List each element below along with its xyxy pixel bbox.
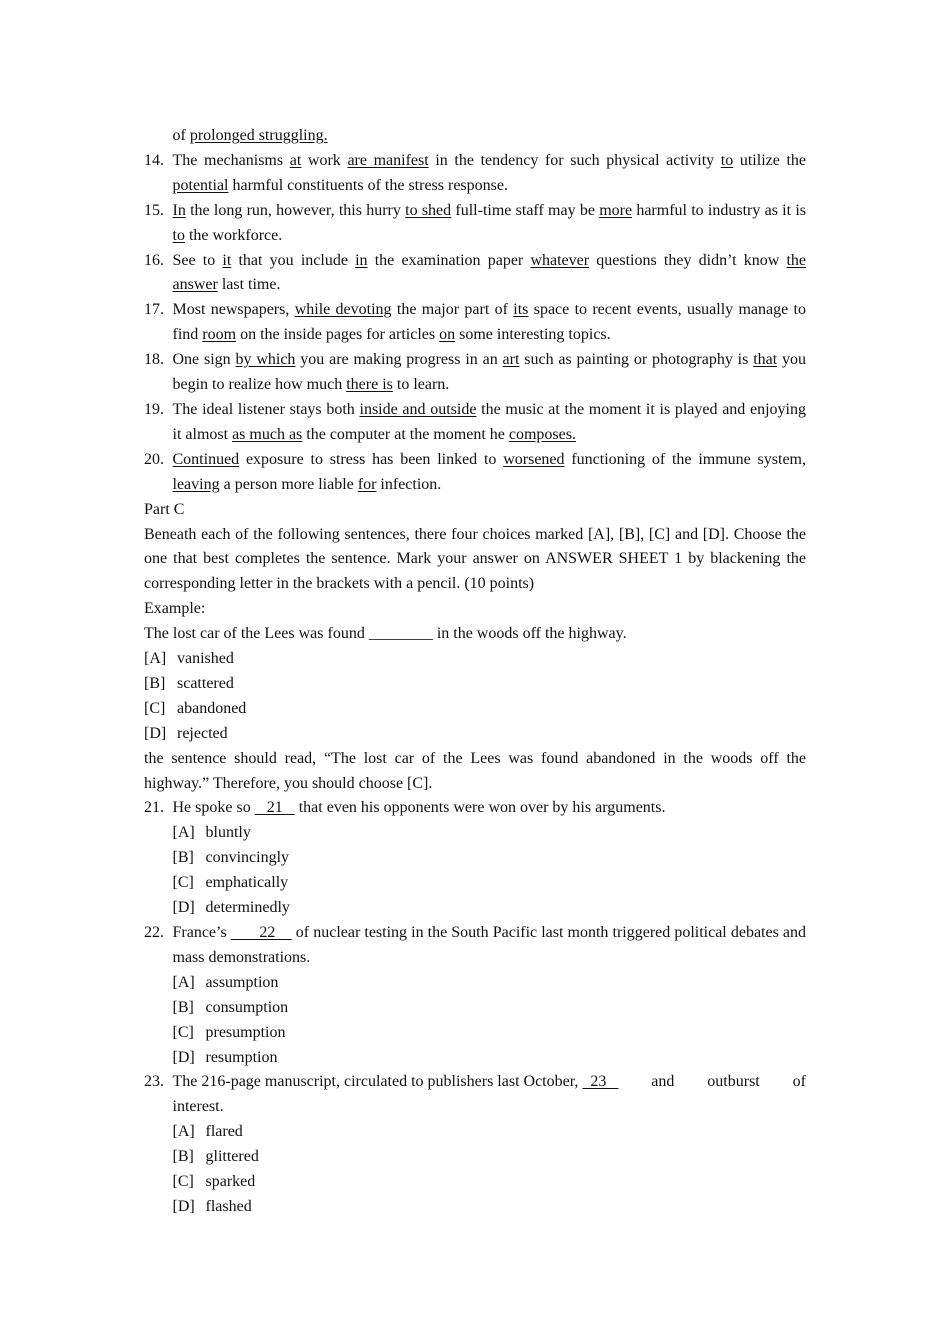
q23-option-d: [D] flashed xyxy=(172,1197,252,1215)
underlined-option: it xyxy=(222,251,232,269)
example-option-b: [B] scattered xyxy=(144,674,234,692)
section-heading: Part C xyxy=(144,500,185,518)
q23-option-a: [A] flared xyxy=(172,1123,243,1141)
question-number: 19. xyxy=(144,400,164,418)
example-label: Example: xyxy=(144,600,206,618)
example-option-c: [C] abandoned xyxy=(144,699,247,717)
question-22: 22. France’s 22 of nuclear testing in the South Pacific last month triggered political debates and mass demonstrations. xyxy=(144,921,806,971)
underlined-option: by which xyxy=(235,351,296,369)
question-16: 16. See to it that you include in the examination paper whatever questions they didn’t know the answer last time. xyxy=(144,249,806,299)
underlined-option: to xyxy=(172,226,185,244)
question-number: 21. xyxy=(144,799,164,817)
q23-option-c: [C] sparked xyxy=(172,1173,256,1191)
exam-page xyxy=(144,124,806,1220)
underlined-option: room xyxy=(202,326,237,344)
underlined-option: as much as xyxy=(232,425,303,443)
question-number: 15. xyxy=(144,201,164,219)
answer-blank: 21 xyxy=(254,799,295,817)
underlined-option: leaving xyxy=(172,475,220,493)
q22-option-c: [C] presumption xyxy=(172,1023,286,1041)
underlined-option: while devoting xyxy=(294,301,392,319)
underlined-option: prolonged struggling. xyxy=(189,127,328,144)
answer-blank: 22 xyxy=(230,924,292,941)
question-21: 21. He spoke so 21 that even his opponents were won over by his arguments. xyxy=(144,796,806,821)
question-number: 18. xyxy=(144,351,164,369)
q21-option-d: [D] determinedly xyxy=(172,899,290,917)
q23-first-line: The 216-page manuscript, circulated to publishers last October, 23 and outburst of xyxy=(172,1073,806,1091)
example-option-a: [A] vanished xyxy=(144,650,234,668)
underlined-option: its xyxy=(513,301,529,319)
q21-option-b: [B] convincingly xyxy=(172,849,290,867)
underlined-option: at xyxy=(289,151,302,169)
underlined-option: In xyxy=(172,201,186,219)
underlined-option: to xyxy=(720,151,734,169)
question-number: 22. xyxy=(144,924,164,941)
underlined-option: are manifest xyxy=(347,151,429,169)
example-option-d: [D] rejected xyxy=(144,724,228,742)
underlined-option: Continued xyxy=(172,450,240,468)
answer-blank: 23 xyxy=(582,1073,619,1091)
question-number: 16. xyxy=(144,251,164,269)
example-blank: ________ xyxy=(368,625,433,643)
underlined-option: that xyxy=(753,351,778,369)
example-sentence: The lost car of the Lees was found ________ in the woods off the highway. xyxy=(144,625,627,643)
q22-option-b: [B] consumption xyxy=(172,998,289,1016)
question-19: 19. The ideal listener stays both inside and outside the music at the moment it is played and enjoying it almost as much as the computer at the moment he composes. xyxy=(144,398,806,448)
underlined-option: art xyxy=(502,351,520,369)
q23-continuation: interest. xyxy=(172,1098,224,1116)
underlined-option: inside and outside xyxy=(359,400,477,418)
underlined-option: in xyxy=(355,251,368,269)
q21-option-a: [A] bluntly xyxy=(172,824,251,842)
underlined-option: worsened xyxy=(503,450,565,468)
underlined-option: there is xyxy=(346,376,393,394)
q23-option-b: [B] glittered xyxy=(172,1148,259,1166)
underlined-option: more xyxy=(599,201,633,219)
question-number: 14. xyxy=(144,151,164,169)
question-18: 18. One sign by which you are making progress in an art such as painting or photography is that you begin to realize how much there is to learn. xyxy=(144,348,806,398)
q21-option-c: [C] emphatically xyxy=(172,874,289,892)
continuation-line: of prolonged struggling. xyxy=(172,127,328,144)
section-instructions: Beneath each of the following sentences, there four choices marked [A], [B], [C] and [D]. Choose the one that best completes the sentence. Mark your answer on ANSWER SHEET 1 by blackening the corresponding letter in the brackets with a pencil. (10 points) xyxy=(144,525,806,593)
underlined-option: on xyxy=(439,326,456,344)
q22-option-a: [A] assumption xyxy=(172,973,279,991)
example-explanation: the sentence should read, “The lost car of the Lees was found abandoned in the woods off the highway.” Therefore, you should choose [C]. xyxy=(144,749,806,792)
q22-option-d: [D] resumption xyxy=(172,1048,278,1066)
underlined-option: composes. xyxy=(508,425,576,443)
question-14: 14. The mechanisms at work are manifest in the tendency for such physical activity to utilize the potential harmful constituents of the stress response. xyxy=(144,149,806,199)
question-17: 17. Most newspapers, while devoting the major part of its space to recent events, usually manage to find room on the inside pages for articles on some interesting topics. xyxy=(144,298,806,348)
underlined-option: potential xyxy=(172,176,229,194)
question-number: 23. xyxy=(144,1073,164,1091)
question-number: 20. xyxy=(144,450,164,468)
question-number: 17. xyxy=(144,301,164,319)
question-20: 20. Continued exposure to stress has been linked to worsened functioning of the immune system, leaving a person more liable for infection. xyxy=(144,448,806,498)
underlined-option: for xyxy=(357,475,377,493)
question-23 xyxy=(144,1070,806,1120)
underlined-option: to shed xyxy=(405,201,452,219)
underlined-option: the answer xyxy=(172,251,807,294)
question-15: 15. In the long run, however, this hurry to shed full-time staff may be more harmful to industry as it is to the workforce. xyxy=(144,199,806,249)
underlined-option: whatever xyxy=(530,251,590,269)
